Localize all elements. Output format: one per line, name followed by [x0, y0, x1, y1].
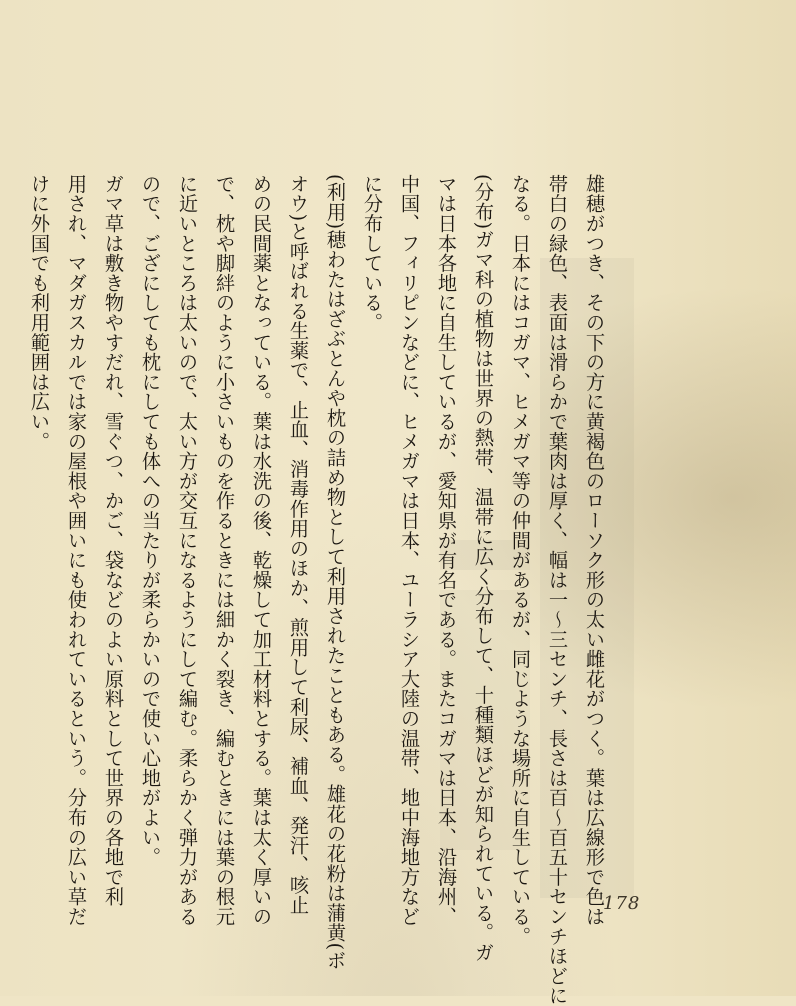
text-line: めの民間薬となっている。葉は水洗の後、乾燥して加工材料とする。葉は太く厚いの: [250, 174, 273, 927]
vertical-text-block: [21, 174, 613, 1006]
text-line: 雄穂がつき、その下の方に黄褐色のローソク形の太い雌花がつく。葉は広線形で色は: [583, 174, 606, 927]
text-line: オウ)と呼ばれる生薬で、止血、消毒作用のほか、煎用して利尿、補血、発汗、咳止: [287, 174, 310, 915]
text-line: けに外国でも利用範囲は広い。: [28, 174, 51, 452]
text-line: 中国、フィリピンなどに、ヒメガマは日本、ユーラシア大陸の温帯、地中海地方など: [398, 174, 421, 927]
text-line: 用され、マダガスカルでは家の屋根や囲いにも使われているという。分布の広い草だ: [65, 174, 88, 927]
text-line: (分布)ガマ科の植物は世界の熱帯、温帯に広く分布して、十種類ほどが知られている。ガ: [472, 174, 495, 963]
text-line: に分布している。: [361, 174, 384, 333]
text-line: で、枕や脚絆のように小さいものを作るときには細かく裂き、編むときには葉の根元: [213, 174, 236, 927]
page-number: 178: [603, 893, 641, 914]
text-line: ガマ草は敷き物やすだれ、雪ぐつ、かご、袋などのよい原料として世界の各地で利: [102, 174, 125, 907]
text-line: に近いところは太いので、太い方が交互になるようにして編む。柔らかく弾力がある: [176, 174, 199, 927]
text-line: ので、ござにしても枕にしても体への当たりが柔らかいので使い心地がよい。: [139, 174, 162, 867]
text-line: 帯白の緑色、表面は滑らかで葉肉は厚く、幅は一～三センチ、長さは百～百五十センチほどに: [546, 174, 569, 1006]
text-line: (利用)穂わたはざぶとんや枕の詰め物として利用されたこともある。雄花の花粉は蒲黄(ボ: [324, 174, 347, 971]
text-line: マは日本各地に自生しているが、愛知県が有名である。またコガマは日本、沿海州、: [435, 174, 458, 927]
text-line: なる。日本にはコガマ、ヒメガマ等の仲間があるが、同じような場所に自生している。: [509, 174, 532, 947]
